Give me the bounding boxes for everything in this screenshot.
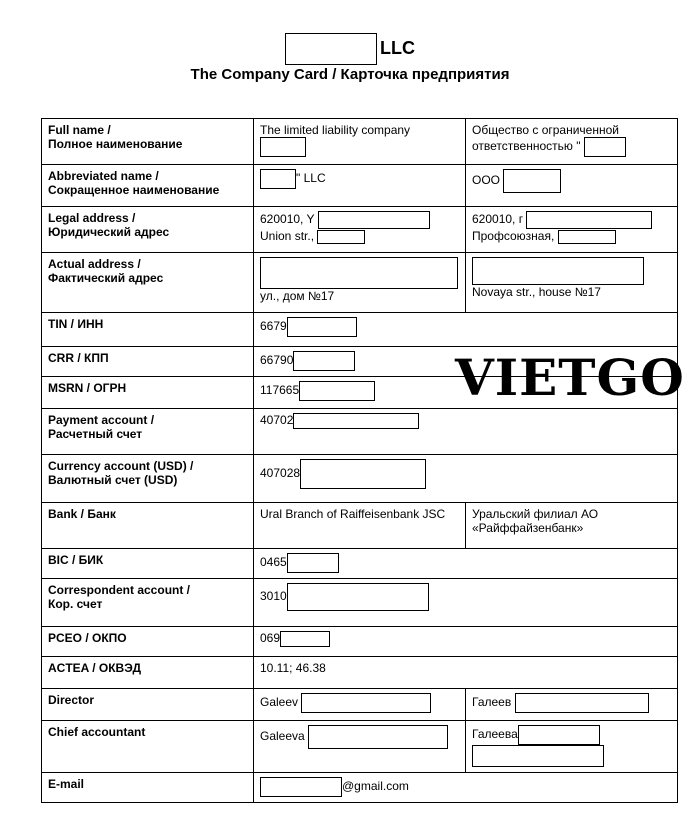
payment-label: [42, 409, 254, 455]
redaction-box: [287, 553, 339, 573]
value-en: Galeeva: [260, 729, 305, 744]
full-name-ru: [466, 119, 678, 165]
director-en: [254, 689, 466, 721]
value-ru: Галеев: [472, 695, 512, 710]
tin-value-cell: [254, 313, 678, 347]
pceo-value: 069: [260, 631, 281, 646]
currency-label: [42, 455, 254, 503]
abbrev-label: [42, 165, 254, 207]
redaction-box: [301, 693, 431, 713]
chief-label: Chief accountant: [42, 721, 254, 773]
bank-label: Bank / Банк: [42, 503, 254, 549]
currency-value-cell: [254, 455, 678, 503]
value-ru-line1: 620010, г: [472, 212, 524, 227]
row-full-name: [42, 119, 678, 165]
value-ru: Галеева: [472, 727, 518, 742]
row-correspondent-account: [42, 579, 678, 627]
redaction-box: [293, 351, 355, 371]
value-left: ул., дом №17: [260, 289, 335, 303]
redaction-box: [318, 211, 430, 229]
crr-value: 66790: [260, 353, 294, 368]
redaction-box: [299, 381, 375, 401]
msrn-label: MSRN / ОГРН: [42, 377, 254, 409]
redaction-box: [308, 725, 448, 749]
value-en-line1: 620010, Y: [260, 212, 315, 227]
value-en: The limited liability company: [260, 123, 411, 137]
label-ru: Юридический адрес: [48, 225, 170, 239]
redaction-box: [472, 257, 644, 285]
row-actea: [42, 657, 678, 689]
label-ru: Полное наименование: [48, 137, 183, 151]
currency-value: 407028: [260, 466, 301, 481]
legal-en: [254, 207, 466, 253]
pceo-value-cell: [254, 627, 678, 657]
label-en: Actual address /: [48, 257, 141, 271]
row-director: [42, 689, 678, 721]
actea-value: 10.11; 46.38: [254, 657, 678, 689]
redaction-box: [293, 413, 419, 429]
bic-value-cell: [254, 549, 678, 579]
label-ru: Кор. счет: [48, 597, 103, 611]
bic-value: 0465: [260, 555, 287, 570]
bic-label: BIC / БИК: [42, 549, 254, 579]
full-name-en: [254, 119, 466, 165]
redaction-box: [280, 631, 330, 647]
redaction-box: [584, 137, 626, 157]
actea-label: ACTEA / ОКВЭД: [42, 657, 254, 689]
label-en: Currency account (USD) /: [48, 459, 194, 473]
payment-value-cell: [254, 409, 678, 455]
corr-value-cell: [254, 579, 678, 627]
company-card-table: [41, 118, 678, 803]
email-value: @gmail.com: [342, 779, 409, 794]
redaction-box: [285, 33, 377, 65]
abbrev-en: [254, 165, 466, 207]
redaction-box: [472, 745, 604, 767]
row-bic: [42, 549, 678, 579]
row-email: [42, 773, 678, 803]
full-name-label: [42, 119, 254, 165]
tin-value: 6679: [260, 319, 287, 334]
redaction-box: [526, 211, 652, 229]
actual-right: [466, 253, 678, 313]
label-ru: Фактический адрес: [48, 271, 164, 285]
director-label: Director: [42, 689, 254, 721]
row-legal-address: [42, 207, 678, 253]
legal-label: [42, 207, 254, 253]
row-currency-account: [42, 455, 678, 503]
label-ru: Валютный счет (USD): [48, 473, 178, 487]
redaction-box: [515, 693, 649, 713]
row-tin: [42, 313, 678, 347]
row-actual-address: [42, 253, 678, 313]
email-label: E-mail: [42, 773, 254, 803]
bank-en: Ural Branch of Raiffeisenbank JSC: [254, 503, 466, 549]
redaction-box: [317, 230, 365, 244]
redaction-box: [287, 317, 357, 337]
row-abbrev: [42, 165, 678, 207]
redaction-box: [260, 257, 458, 289]
redaction-box: [558, 230, 616, 244]
title-suffix: LLC: [380, 37, 415, 58]
label-en: Abbreviated name /: [48, 169, 159, 183]
redaction-box: [300, 459, 426, 489]
redaction-box: [260, 137, 306, 157]
chief-en: [254, 721, 466, 773]
chief-ru: [466, 721, 678, 773]
value-right: Novaya str., house №17: [472, 285, 601, 299]
value-ru-line2: Профсоюзная,: [472, 229, 555, 243]
label-en: Correspondent account /: [48, 583, 191, 597]
legal-ru: [466, 207, 678, 253]
value-en-line2: Union str.,: [260, 229, 315, 243]
label-ru: Сокращенное наименование: [48, 183, 220, 197]
redaction-box: [260, 777, 342, 797]
redaction-box: [287, 583, 429, 611]
watermark: VIETGO: [455, 348, 685, 407]
row-payment-account: [42, 409, 678, 455]
director-ru: [466, 689, 678, 721]
row-bank: [42, 503, 678, 549]
label-en: Legal address /: [48, 211, 136, 225]
crr-label: CRR / КПП: [42, 347, 254, 377]
redaction-box: [260, 169, 296, 189]
document-title: [0, 33, 700, 65]
value-en: Galeev: [260, 695, 299, 710]
msrn-value: 117665: [260, 383, 300, 398]
email-value-cell: [254, 773, 678, 803]
tin-label: TIN / ИНН: [42, 313, 254, 347]
pceo-label: PCEO / ОКПО: [42, 627, 254, 657]
document-subtitle: The Company Card / Карточка предприятия: [190, 66, 510, 83]
value-ru: Общество с ограниченной ответственностью ": [472, 123, 619, 154]
row-chief-accountant: [42, 721, 678, 773]
label-en: Full name /: [48, 123, 111, 137]
bank-ru: Уральский филиал АО «Райффайзенбанк»: [466, 503, 678, 549]
abbrev-ru: [466, 165, 678, 207]
value-en: " LLC: [296, 171, 326, 186]
payment-value: 40702: [260, 413, 294, 428]
row-pceo: [42, 627, 678, 657]
corr-label: [42, 579, 254, 627]
redaction-box: [503, 169, 561, 193]
value-ru: ООО: [472, 173, 501, 188]
redaction-box: [518, 725, 600, 745]
label-en: Payment account /: [48, 413, 155, 427]
actual-label: [42, 253, 254, 313]
actual-left: [254, 253, 466, 313]
label-ru: Расчетный счет: [48, 427, 143, 441]
corr-value: 3010: [260, 589, 287, 604]
